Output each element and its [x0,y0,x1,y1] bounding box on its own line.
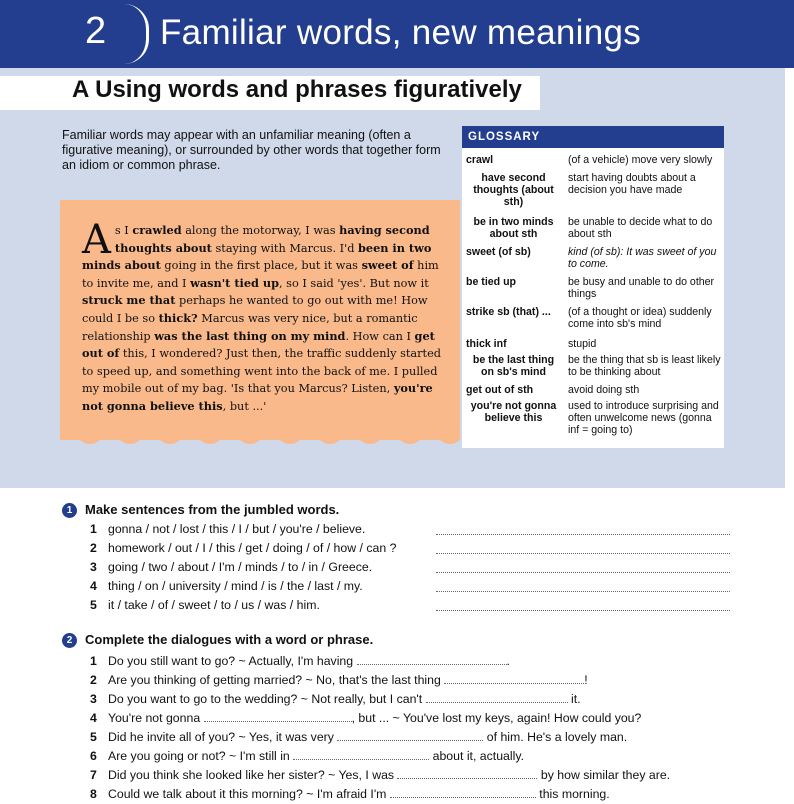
item-suffix: by how similar they are. [540,768,671,782]
glossary-box [462,126,724,448]
story-key-phrase: been in two minds about [82,240,432,273]
item-number: 2 [90,541,97,555]
story-key-phrase: get out of [82,328,435,361]
answer-blank[interactable] [426,690,568,703]
exercise-2-item [90,747,524,763]
item-number: 3 [90,560,97,574]
glossary-term: sweet (of sb) [466,246,531,258]
glossary-definition: be the thing that sb is least likely to be thinking about [568,354,721,378]
item-suffix: it. [571,692,581,706]
story-text-run: perhaps he wanted to go out with me! How could I be so [82,294,428,325]
unit-number: 2 [85,10,107,52]
item-number: 7 [90,768,97,782]
item-number: 4 [90,579,97,593]
glossary-heading: GLOSSARY [462,126,724,148]
exercise-2-item [90,766,670,782]
glossary-term: you're not gonna believe this [470,400,557,424]
glossary-definition: (of a vehicle) move very slowly [568,154,713,166]
story-body [82,217,442,413]
item-text: homework / out / I / this / get / doing / of / how / can ? [108,541,397,555]
item-text: going / two / about / I'm / minds / to / in / Greece. [108,560,373,574]
item-suffix: about it, actually. [432,749,524,763]
intro-text: Familiar words may appear with an unfamiliar meaning (often a figurative meaning), or surrounded by other words that together form an idiom or common phrase. [62,128,441,172]
exercise-1-item [90,579,363,593]
item-number: 4 [90,711,97,725]
glossary-definition: start having doubts about a decision you have made [568,172,696,196]
glossary-term: crawl [466,154,494,166]
glossary-definition: (of a thought or idea) suddenly come into sb's mind [568,306,712,330]
story-text-run: along the motorway, I was [181,224,340,237]
answer-blank[interactable] [204,709,352,722]
item-prompt: Could we talk about it this morning? ~ I'm afraid I'm [108,787,387,801]
glossary-term: be the last thing on sb's mind [472,354,555,378]
answer-blank[interactable] [390,785,536,798]
answer-blank[interactable] [397,766,537,779]
item-number: 6 [90,749,97,763]
item-number: 5 [90,730,97,744]
exercise-title: Complete the dialogues with a word or phrase. [85,632,374,647]
story-key-phrase: sweet of [361,258,414,273]
answer-line[interactable] [436,534,730,535]
item-number: 2 [90,673,97,687]
glossary-definition: avoid doing sth [568,384,640,396]
story-text-run: Marcus was very nice, but a romantic relationship [82,311,418,343]
exercise-1-item [90,598,320,612]
item-suffix: of him. He's a lovely man. [486,730,628,744]
exercise-2-heading [62,632,373,648]
exercise-2-item [90,690,581,706]
answer-line[interactable] [436,610,730,611]
story-text-run: , so I said 'yes'. But now it [278,276,429,290]
answer-blank[interactable] [293,747,429,760]
item-number: 5 [90,598,97,612]
exercise-2-item [90,652,510,668]
exercise-2-item [90,785,610,801]
item-text: gonna / not / lost / this / I / but / you're / believe. [108,522,366,536]
exercise-1-heading [62,502,339,518]
exercise-2-item [90,728,627,744]
glossary-definition: used to introduce surprising and often unwelcome news (gonna inf = going to) [568,400,719,436]
story-key-phrase: you're not gonna believe this [82,381,433,413]
item-suffix: ! [584,673,588,687]
item-number: 1 [90,654,97,668]
answer-blank[interactable] [444,671,584,684]
item-text: it / take / of / sweet / to / us / was / him. [108,598,320,612]
item-prompt: Did you think she looked like her sister? ~ Yes, I was [108,768,395,782]
exercise-1-item [90,560,372,574]
item-text: thing / on / university / mind / is / the / last / my. [108,579,363,593]
item-suffix: this morning. [539,787,610,801]
item-number: 8 [90,787,97,801]
story-key-phrase: having second thoughts about [114,223,430,255]
item-prompt: Do you still want to go? ~ Actually, I'm having [108,654,354,668]
item-suffix: , but ... ~ You've lost my keys, again! How could you? [351,711,642,725]
glossary-term: be tied up [466,276,517,288]
story-key-phrase: was the last thing on my mind [154,328,346,343]
story-text [82,217,444,416]
exercise-number-badge: 2 [62,633,77,648]
glossary-term: have second thoughts (about sth) [473,172,554,208]
answer-line[interactable] [436,591,730,592]
unit-title: Familiar words, new meanings [160,13,642,52]
item-prompt: Are you thinking of getting married? ~ No, that's the last thing [108,673,441,687]
story-text-run: him to invite me, and I [82,259,439,290]
exercise-number-badge: 1 [62,503,77,518]
story-dropcap: A [82,217,111,263]
story-text-run: . How can I [345,329,415,343]
story-key-phrase: wasn't tied up [190,275,279,290]
glossary-term: strike sb (that) ... [466,306,551,318]
answer-line[interactable] [436,553,730,554]
item-number: 3 [90,692,97,706]
story-text-run: staying with Marcus. I'd [211,241,359,255]
exercise-2-item [90,671,588,687]
glossary-definition [568,246,724,270]
story-text-run: going in the first place, but it was [160,259,362,273]
story-key-phrase: thick? [158,310,198,325]
glossary-definition-text: kind (of sb): It was sweet of you to come. [568,246,717,270]
story-box-wavy-edge [60,432,460,452]
exercise-1-item [90,541,396,555]
story-text-run: , but ...' [222,399,267,413]
exercise-title: Make sentences from the jumbled words. [85,502,340,517]
glossary-term: thick inf [466,338,507,350]
item-prompt: Are you going or not? ~ I'm still in [108,749,290,763]
story-key-phrase: crawled [132,223,182,237]
item-prompt: Did he invite all of you? ~ Yes, it was very [108,730,334,744]
glossary-term: get out of sth [466,384,534,396]
exercise-2-item [90,709,641,725]
glossary-term: be in two minds about sth [473,216,554,240]
glossary-definition: be busy and unable to do other things [568,276,715,300]
item-prompt: You're not gonna [108,711,201,725]
story-key-phrase: struck me that [82,293,176,308]
glossary-definition: be unable to decide what to do about sth [568,216,713,240]
item-number: 1 [90,522,97,536]
exercise-1-item [90,522,365,536]
answer-blank[interactable] [357,652,507,665]
answer-blank[interactable] [337,728,483,741]
story-text-run: this, I wondered? Just then, the traffic suddenly started to speed up, and something went into the back of me. I pulled my mobile out of my bag. 'Is that you Marcus? Listen, [82,347,442,396]
answer-line[interactable] [436,572,730,573]
item-suffix: . [506,654,510,668]
item-prompt: Do you want to go to the wedding? ~ Not really, but I can't [108,692,423,706]
glossary-definition: stupid [568,338,597,350]
section-title: A Using words and phrases figuratively [72,76,522,103]
story-text-run: s I [114,224,133,237]
